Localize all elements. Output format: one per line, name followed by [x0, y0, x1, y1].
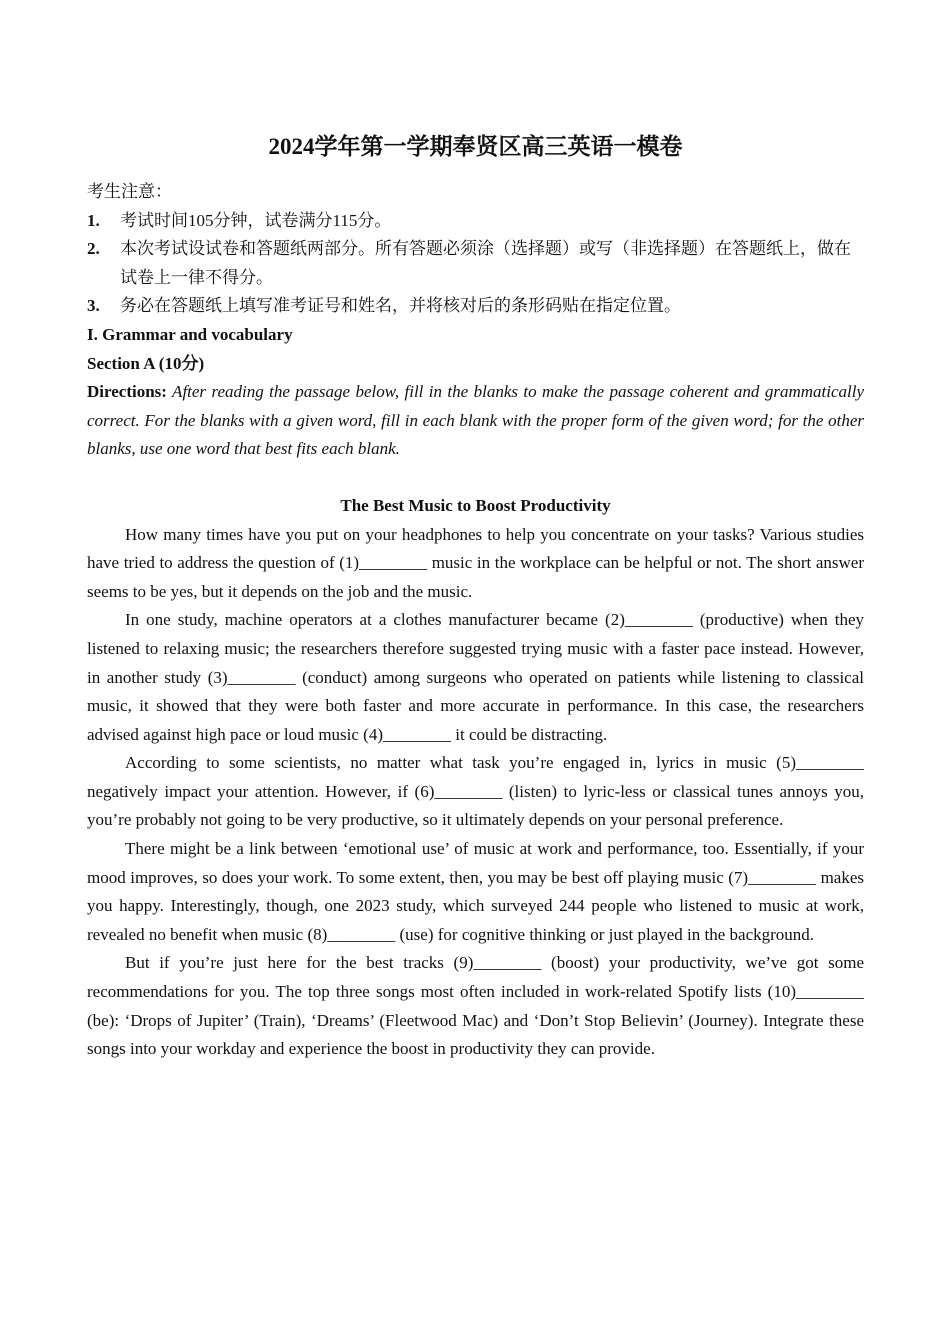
notice-heading: 考生注意： — [87, 182, 172, 201]
notice-item-number: 3. — [87, 296, 100, 316]
directions-text: After reading the passage below, fill in the blanks to make the passage coherent and grammatically correct. For the blanks with a given word, fill in each blank with the proper form of the given word; for the other blanks, use one word that best fits each blank. — [87, 382, 864, 459]
page-title: 2024学年第一学期奉贤区高三英语一模卷 — [268, 134, 683, 159]
passage-paragraph: There might be a link between ‘emotional use’ of music at work and performance, too. Essentially, if your mood improves, so does your work. To some extent, then, you may be best off playing music (7)________ makes you happy. Interestingly, though, one 2023 study, which surveyed 244 people who listened to music at work, revealed no benefit when music (8)________ (use) for cognitive thinking or just played in the background. — [87, 839, 864, 944]
notice-item-text: 考试时间105分钟，试卷满分115分。 — [120, 210, 392, 230]
exam-page — [87, 130, 864, 1064]
notice-item-text: 务必在答题纸上填写准考证号和姓名，并将核对后的条形码贴在指定位置。 — [120, 296, 681, 316]
directions-label: Directions: — [87, 382, 167, 402]
notice-item-number: 1. — [87, 210, 100, 230]
passage-paragraph: But if you’re just here for the best tracks (9)________ (boost) your productivity, we’ve got some recommendations for you. The top three songs most often included in work-related Spotify lists (10)________ (be): ‘Drops of Jupiter’ (Train), ‘Dreams’ (Fleetwood Mac) and ‘Don’t Stop Believin’ (Journey). Integrate these songs into your workday and experience the boost in productivity they can provide. — [87, 953, 864, 1059]
notice-item — [87, 292, 864, 321]
notice-item — [87, 207, 864, 236]
notice-item-number: 2. — [87, 239, 100, 259]
passage-paragraph: How many times have you put on your headphones to help you concentrate on your tasks? Various studies have tried to address the question of (1)________ music in the workplace can be helpful or not. The short answer seems to be yes, but it depends on the job and the music. — [87, 524, 864, 601]
passage-title: The Best Music to Boost Productivity — [340, 495, 611, 515]
part-heading: I. Grammar and vocabulary — [87, 324, 293, 344]
directions — [87, 378, 864, 464]
passage-paragraph: According to some scientists, no matter what task you’re engaged in, lyrics in music (5)________ negatively impact your attention. However, if (6)________ (listen) to lyric-less or classical tunes annoys you, you’re probably not going to be very productive, so it ultimately depends on your personal preference. — [87, 753, 864, 830]
passage-paragraph: In one study, machine operators at a clothes manufacturer became (2)________ (productive) when they listened to relaxing music; the researchers therefore suggested trying music with a faster pace instead. However, in another study (3)________ (conduct) among surgeons who operated on patients while listening to classical music, it showed that they were both faster and more accurate in performance. In this case, the researchers advised against high pace or loud music (4)________ it could be distracting. — [87, 610, 864, 744]
notice-item — [87, 235, 864, 292]
notice-item-text: 本次考试设试卷和答题纸两部分。所有答题必须涂（选择题）或写（非选择题）在答题纸上，做在试卷上一律不得分。 — [120, 239, 851, 287]
section-heading: Section A (10分) — [87, 353, 205, 373]
